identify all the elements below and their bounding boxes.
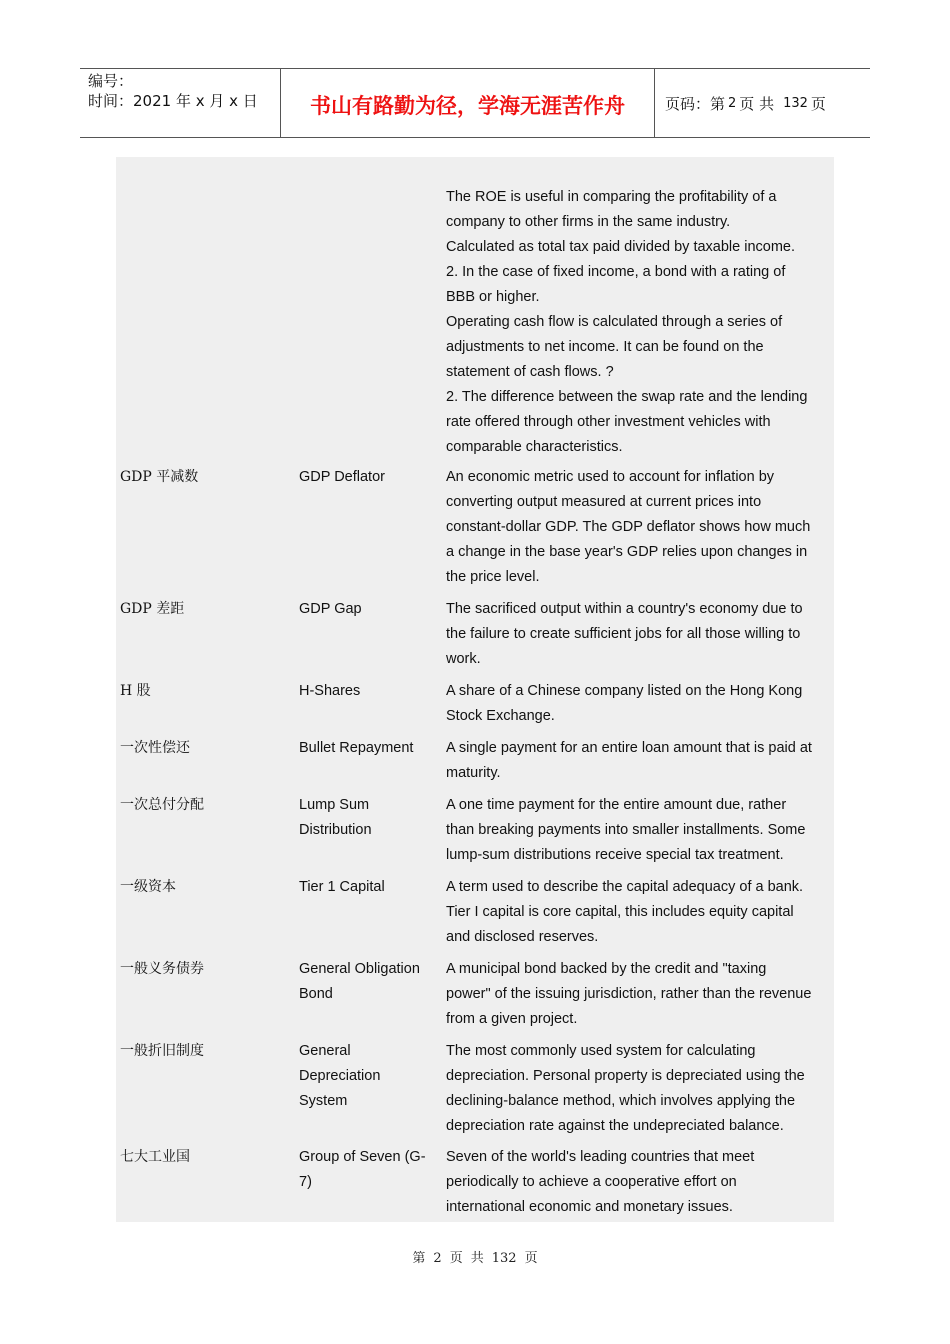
header-page-indicator [655, 69, 870, 137]
document-number-label: 编号： [88, 72, 134, 90]
term-chinese: 一般义务债券 [120, 961, 204, 977]
definition-line: international economic and monetary issues. [446, 1199, 733, 1215]
footer-mid2: 共 [470, 1251, 484, 1266]
term-definition [446, 1145, 832, 1220]
term-english [299, 465, 439, 490]
intro-line: 2. The difference between the swap rate and the lending [446, 389, 808, 405]
intro-line: 2. In the case of fixed income, a bond with a rating of [446, 264, 786, 280]
footer-total-pages: 132 [491, 1251, 517, 1266]
intro-line: BBB or higher. [446, 289, 540, 305]
definition-line: periodically to achieve a cooperative effort on [446, 1174, 737, 1190]
definition-line: declining-balance method, which involves applying the [446, 1093, 796, 1109]
term-chinese: 一般折旧制度 [120, 1043, 204, 1059]
definition-line: An economic metric used to account for inflation by [446, 469, 775, 485]
definition-line: and disclosed reserves. [446, 929, 599, 945]
definition-line: a change in the base year's GDP relies upon changes in [446, 544, 808, 560]
intro-line: statement of cash flows. ? [446, 364, 614, 380]
page-suffix: 页 [810, 94, 826, 113]
term-definition [446, 465, 832, 590]
footer-mid1: 页 [449, 1251, 463, 1266]
header-motto: 书山有路勤为径，学海无涯苦作舟 [281, 69, 655, 137]
term-english-line: Group of Seven (G- [299, 1149, 426, 1165]
term-english-line: GDP Deflator [299, 469, 385, 485]
definition-line: The sacrificed output within a country's economy due to [446, 601, 803, 617]
term-english [299, 1039, 439, 1114]
term-english-line: General Obligation [299, 961, 420, 977]
footer-current-page: 2 [433, 1251, 442, 1266]
definition-line: the failure to create sufficient jobs for all those willing to [446, 626, 801, 642]
definition-line: converting output measured at current prices into [446, 494, 762, 510]
term-definition [446, 736, 832, 786]
term-english [299, 793, 439, 843]
intro-line: company to other firms in the same industry. [446, 214, 731, 230]
page-mid: 页 共 [739, 94, 775, 113]
page-footer [0, 1247, 950, 1266]
intro-line: Calculated as total tax paid divided by taxable income. [446, 239, 796, 255]
footer-prefix: 第 [412, 1251, 426, 1266]
definition-line: A share of a Chinese company listed on the Hong Kong [446, 683, 803, 699]
page-current: 2 [728, 95, 737, 111]
term-english-line: Bullet Repayment [299, 740, 414, 756]
term-english [299, 1145, 439, 1195]
term-english-line: Lump Sum [299, 797, 370, 813]
header-meta [80, 69, 281, 137]
definition-line: Tier I capital is core capital, this includes equity capital [446, 904, 794, 920]
term-definition [446, 679, 832, 729]
term-english-line: GDP Gap [299, 601, 362, 617]
term-english-line: H-Shares [299, 683, 361, 699]
term-chinese: 一级资本 [120, 879, 176, 895]
term-definition [446, 793, 832, 868]
page-prefix: 页码：第 [665, 94, 726, 113]
term-definition [446, 875, 832, 950]
definition-line: lump-sum distributions receive special tax treatment. [446, 847, 784, 863]
term-definition [446, 957, 832, 1032]
definition-line: A municipal bond backed by the credit and "taxing [446, 961, 767, 977]
glossary-table [116, 157, 834, 1222]
definition-line: than breaking payments into smaller installments. Some [446, 822, 806, 838]
term-english [299, 875, 439, 900]
term-english-line: Depreciation [299, 1068, 381, 1084]
footer-suffix: 页 [524, 1251, 538, 1266]
intro-line: adjustments to net income. It can be found on the [446, 339, 764, 355]
intro-line: rate offered through other investment vehicles with [446, 414, 771, 430]
definition-line: The most commonly used system for calculating [446, 1043, 756, 1059]
intro-definition-block [446, 185, 831, 460]
page-total: 132 [783, 95, 808, 111]
term-chinese: GDP 差距 [120, 601, 185, 617]
definition-line: Stock Exchange. [446, 708, 555, 724]
term-chinese: GDP 平减数 [120, 469, 199, 485]
definition-line: depreciation rate against the undepreciated balance. [446, 1118, 784, 1134]
definition-line: constant-dollar GDP. The GDP deflator shows how much [446, 519, 811, 535]
definition-line: work. [446, 651, 481, 667]
definition-line: from a given project. [446, 1011, 578, 1027]
term-english [299, 736, 439, 761]
intro-line: Operating cash flow is calculated through a series of [446, 314, 783, 330]
term-chinese: H 股 [120, 683, 151, 699]
definition-line: power" of the issuing jurisdiction, rather than the revenue [446, 986, 812, 1002]
term-definition [446, 597, 832, 672]
term-english-line: System [299, 1093, 348, 1109]
term-english-line: Distribution [299, 822, 372, 838]
term-english [299, 679, 439, 704]
definition-line: maturity. [446, 765, 501, 781]
term-chinese: 一次性偿还 [120, 740, 190, 756]
intro-line: comparable characteristics. [446, 439, 623, 455]
definition-line: the price level. [446, 569, 540, 585]
term-definition [446, 1039, 832, 1139]
definition-line: depreciation. Personal property is depreciated using the [446, 1068, 805, 1084]
definition-line: A single payment for an entire loan amount that is paid at [446, 740, 812, 756]
term-english-line: General [299, 1043, 351, 1059]
term-english-line: Bond [299, 986, 333, 1002]
term-english-line: 7) [299, 1174, 312, 1190]
definition-line: Seven of the world's leading countries that meet [446, 1149, 755, 1165]
page-header [80, 68, 870, 138]
term-english [299, 597, 439, 622]
intro-line: The ROE is useful in comparing the profitability of a [446, 189, 777, 205]
term-chinese: 七大工业国 [120, 1149, 190, 1165]
definition-line: A one time payment for the entire amount due, rather [446, 797, 787, 813]
definition-line: A term used to describe the capital adequacy of a bank. [446, 879, 804, 895]
term-english [299, 957, 439, 1007]
term-chinese: 一次总付分配 [120, 797, 204, 813]
document-date: 时间：2021 年 x 月 x 日 [88, 92, 258, 110]
term-english-line: Tier 1 Capital [299, 879, 385, 895]
